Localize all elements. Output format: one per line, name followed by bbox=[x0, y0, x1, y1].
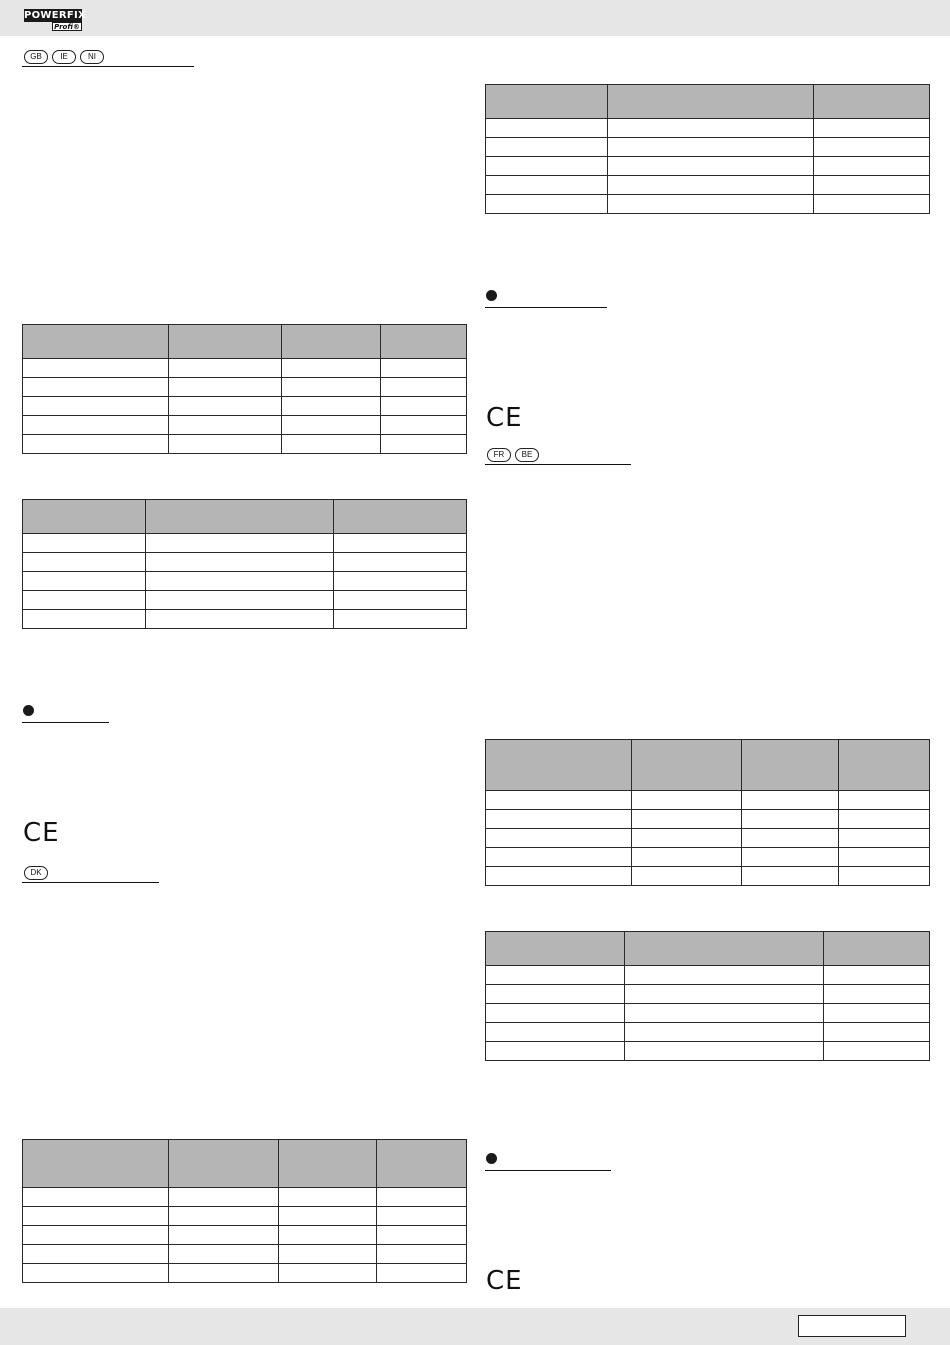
section-underline bbox=[22, 722, 109, 723]
section-underline bbox=[22, 66, 194, 67]
bullet-icon bbox=[486, 290, 497, 301]
bullet-icon bbox=[23, 705, 34, 716]
page-number-box bbox=[798, 1315, 906, 1337]
bullet-icon bbox=[486, 1153, 497, 1164]
section-underline bbox=[485, 307, 607, 308]
country-badge: BE bbox=[515, 448, 539, 462]
country-badge: NI bbox=[80, 50, 104, 64]
spec-table-2 bbox=[22, 499, 467, 629]
ce-mark-icon: CE bbox=[23, 818, 60, 848]
country-badge: GB bbox=[24, 50, 48, 64]
section-underline bbox=[22, 882, 159, 883]
country-badges-gb bbox=[24, 50, 104, 64]
country-badge: DK bbox=[24, 866, 48, 880]
country-badges-fr bbox=[487, 448, 539, 462]
spec-table-5 bbox=[485, 739, 930, 886]
country-badges-dk bbox=[24, 866, 48, 880]
ce-mark-icon: CE bbox=[486, 1266, 523, 1296]
spec-table-6 bbox=[485, 931, 930, 1061]
spec-table-1 bbox=[22, 324, 467, 454]
powerfix-logo bbox=[24, 9, 87, 31]
country-badge: IE bbox=[52, 50, 76, 64]
logo-subtext: Profi® bbox=[52, 22, 82, 31]
spec-table-3 bbox=[22, 1139, 467, 1283]
logo-wordmark: POWERFIX bbox=[24, 10, 87, 21]
page-header bbox=[0, 0, 950, 36]
ce-mark-icon: CE bbox=[486, 403, 523, 433]
section-underline bbox=[485, 464, 631, 465]
spec-table-4 bbox=[485, 84, 930, 214]
section-underline bbox=[485, 1170, 611, 1171]
country-badge: FR bbox=[487, 448, 511, 462]
